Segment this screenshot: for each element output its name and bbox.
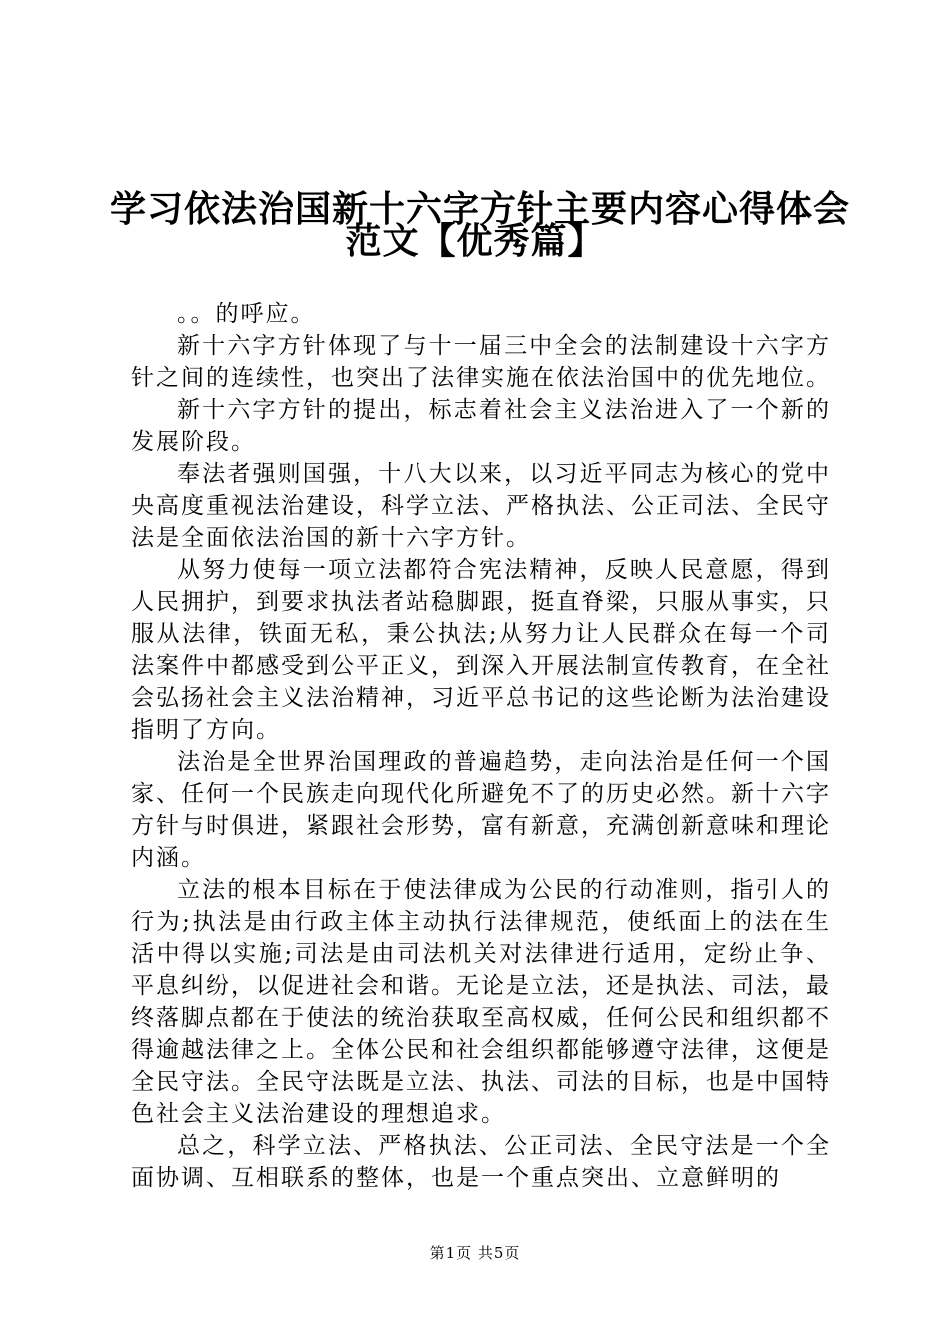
paragraph: 奉法者强则国强，十八大以来，以习近平同志为核心的党中央高度重视法治建设，科学立法、严格执法、公正司法、全民守法是全面依法治国的新十六字方针。 xyxy=(131,461,831,551)
document-body xyxy=(131,298,831,1194)
document-title-line-2: 范文【优秀篇】 xyxy=(345,221,605,262)
paragraph: 新十六字方针的提出，标志着社会主义法治进入了一个新的发展阶段。 xyxy=(131,397,831,455)
paragraph: 总之，科学立法、严格执法、公正司法、全民守法是一个全面协调、互相联系的整体，也是一个重点突出、立意鲜明的 xyxy=(131,1133,831,1191)
paragraph: 新十六字方针体现了与十一届三中全会的法制建设十六字方针之间的连续性，也突出了法律实施在依法治国中的优先地位。 xyxy=(131,333,831,391)
document-title-line-1: 学习依法治国新十六字方针主要内容心得体会 xyxy=(110,189,851,230)
paragraph: 立法的根本目标在于使法律成为公民的行动准则，指引人的行为;执法是由行政主体主动执行法律规范，使纸面上的法在生活中得以实施;司法是由司法机关对法律进行适用，定纷止争、平息纠纷，以促进社会和谐。无论是立法，还是执法、司法，最终落脚点都在于使法的统治获取至高权威，任何公民和组织都不得逾越法律之上。全体公民和社会组织都能够遵守法律，这便是全民守法。全民守法既是立法、执法、司法的目标，也是中国特色社会主义法治建设的理想追求。 xyxy=(131,877,831,1127)
paragraph: 法治是全世界治国理政的普遍趋势，走向法治是任何一个国家、任何一个民族走向现代化所避免不了的历史必然。新十六字方针与时俱进，紧跟社会形势，富有新意，充满创新意味和理论内涵。 xyxy=(131,749,831,871)
paragraph: 从努力使每一项立法都符合宪法精神，反映人民意愿，得到人民拥护，到要求执法者站稳脚跟，挺直脊梁，只服从事实，只服从法律，铁面无私，秉公执法;从努力让人民群众在每一个司法案件中都感受到公平正义，到深入开展法制宣传教育，在全社会弘扬社会主义法治精神，习近平总书记的这些论断为法治建设指明了方向。 xyxy=(131,557,831,743)
paragraph: 。。的呼应。 xyxy=(177,301,316,327)
page-number-footer: 第1页 共5页 xyxy=(429,1244,521,1262)
